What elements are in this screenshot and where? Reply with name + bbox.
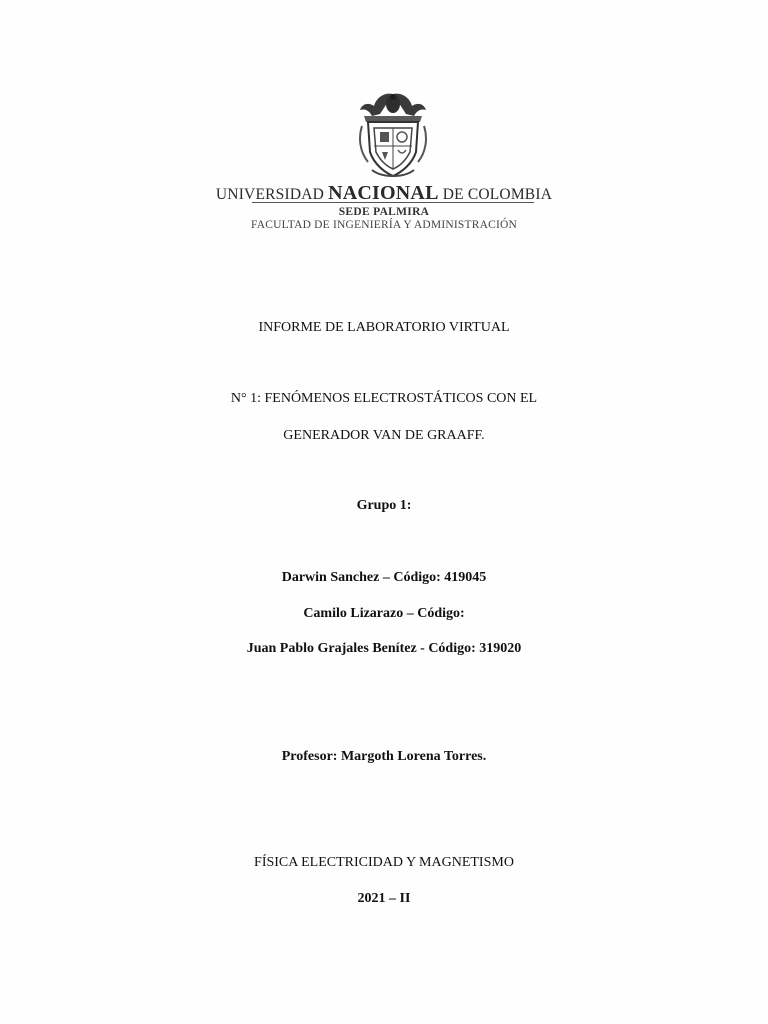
sede-label: SEDE PALMIRA	[338, 206, 430, 218]
academic-period: 2021 – II	[357, 891, 411, 906]
report-title-line-2: GENERADOR VAN DE GRAAFF.	[283, 428, 485, 443]
member-2: Camilo Lizarazo – Código:	[303, 606, 465, 621]
professor: Profesor: Margoth Lorena Torres.	[281, 749, 487, 764]
report-type: INFORME DE LABORATORIO VIRTUAL	[258, 320, 510, 335]
member-3: Juan Pablo Grajales Benítez - Código: 319020	[246, 641, 522, 656]
university-name-prefix: UNIVERSIDAD	[215, 186, 325, 203]
group-label: Grupo 1:	[356, 498, 412, 513]
course-name: FÍSICA ELECTRICIDAD Y MAGNETISMO	[254, 855, 514, 870]
faculty-label: FACULTAD DE INGENIERÍA Y ADMINISTRACIÓN	[250, 219, 518, 231]
university-name-suffix: DE COLOMBIA	[442, 186, 553, 203]
university-crest-icon	[354, 90, 432, 180]
header-divider	[252, 202, 534, 203]
member-1: Darwin Sanchez – Código: 419045	[281, 570, 487, 585]
report-title-line-1: N° 1: FENÓMENOS ELECTROSTÁTICOS CON EL	[230, 391, 538, 406]
university-name-main: NACIONAL	[328, 182, 439, 204]
